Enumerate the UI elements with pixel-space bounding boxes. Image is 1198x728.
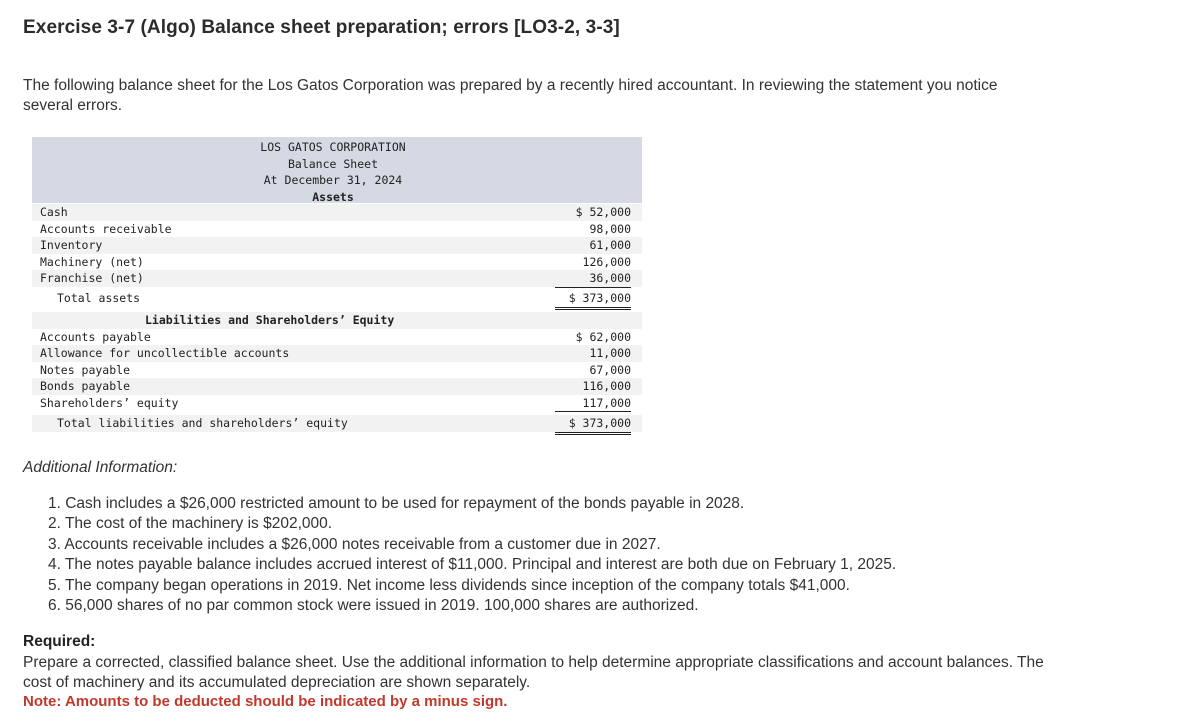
total-assets-amount: $ 373,000 <box>555 290 631 310</box>
total-liabilities-amount: $ 373,000 <box>555 415 631 435</box>
additional-list <box>48 494 896 616</box>
balance-sheet <box>32 137 642 430</box>
assets-heading: Assets <box>312 189 354 204</box>
additional-heading: Additional Information: <box>23 459 178 476</box>
row-amount: 67,000 <box>589 362 631 377</box>
row-amount: $ 52,000 <box>575 205 631 219</box>
liabilities-heading: Liabilities and Shareholders’ Equity <box>145 313 395 327</box>
total-assets-label: Total assets <box>57 291 141 305</box>
total-liabilities-label: Total liabilities and shareholders’ equity <box>57 416 348 430</box>
row-label: Allowance for uncollectible accounts <box>40 346 290 360</box>
intro-text: The following balance sheet for the Los Gatos Corporation was prepared by a recently hired accountant. In reviewing the statement you notice several errors. <box>23 77 998 114</box>
row-label: Cash <box>40 205 68 219</box>
row-amount: 36,000 <box>555 270 631 288</box>
row-label: Shareholders’ equity <box>40 395 179 410</box>
table-row <box>32 362 642 379</box>
row-label: Franchise (net) <box>40 271 144 285</box>
company-name: LOS GATOS CORPORATION <box>260 140 406 154</box>
list-item: 4. The notes payable balance includes accrued interest of $11,000. Principal and interest are both due on February 1, 2025. <box>48 556 897 574</box>
row-label: Notes payable <box>40 362 131 377</box>
balance-sheet-header <box>32 137 642 203</box>
statement-date: At December 31, 2024 <box>263 173 403 187</box>
table-row <box>32 254 642 271</box>
row-amount: 126,000 <box>582 254 631 269</box>
row-label: Machinery (net) <box>40 254 144 269</box>
total-liabilities-row <box>32 415 642 432</box>
row-amount: 11,000 <box>589 346 631 360</box>
table-row <box>32 378 642 395</box>
required-heading: Required: <box>23 633 96 650</box>
row-label: Bonds payable <box>40 379 131 393</box>
liabilities-heading-row <box>32 312 642 329</box>
required-text: Prepare a corrected, classified balance sheet. Use the additional information to help determine appropriate classifications and account balances. The cost of machinery and its accumulated depreciation are shown separately. <box>23 654 1044 691</box>
table-row <box>32 204 642 221</box>
exercise-title: Exercise 3-7 (Algo) Balance sheet preparation; errors [LO3-2, 3-3] <box>23 17 620 38</box>
list-item: 5. The company began operations in 2019. Net income less dividends since inception of the company totals $41,000. <box>48 576 850 594</box>
row-label: Inventory <box>40 238 103 252</box>
table-row <box>32 345 642 362</box>
row-label: Accounts receivable <box>40 221 172 236</box>
list-item: 1. Cash includes a $26,000 restricted amount to be used for repayment of the bonds payable in 2028. <box>48 495 745 512</box>
row-amount: 98,000 <box>589 221 631 236</box>
statement-name: Balance Sheet <box>287 156 378 171</box>
table-row <box>32 329 642 346</box>
list-item: 6. 56,000 shares of no par common stock were issued in 2019. 100,000 shares are authorized. <box>48 596 699 614</box>
table-row <box>32 237 642 254</box>
row-amount: 116,000 <box>582 379 631 393</box>
row-amount: 117,000 <box>555 395 631 413</box>
table-row <box>32 221 642 238</box>
table-row <box>32 270 642 287</box>
total-assets-row <box>32 290 642 307</box>
list-item: 2. The cost of the machinery is $202,000. <box>48 515 333 533</box>
list-item: 3. Accounts receivable includes a $26,000 notes receivable from a customer due in 2027. <box>48 535 661 553</box>
table-row <box>32 395 642 412</box>
row-amount: $ 62,000 <box>575 329 631 344</box>
row-label: Accounts payable <box>40 329 151 344</box>
note-text: Note: Amounts to be deducted should be indicated by a minus sign. <box>23 693 508 710</box>
row-amount: 61,000 <box>589 238 631 252</box>
